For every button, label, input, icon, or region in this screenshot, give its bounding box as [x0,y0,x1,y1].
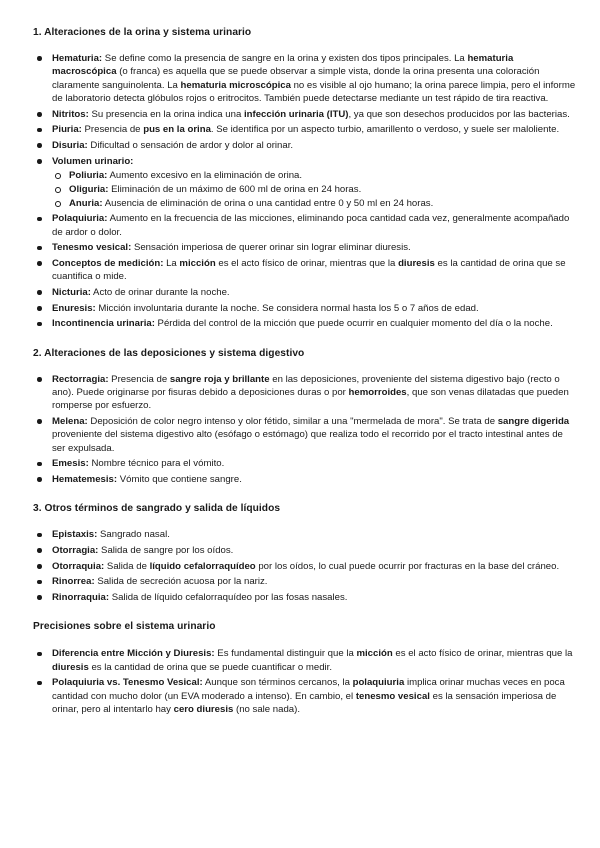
bold-term: Hematuria: [52,53,103,64]
list-item [33,473,576,486]
text-run: Presencia de [108,373,170,385]
text-run: Salida de líquido cefalorraquídeo por las fosas nasales. [109,592,348,604]
text-run: Eliminación de un máximo de 600 ml de orina en 24 horas. [108,183,362,195]
bold-term: Diferencia entre Micción y Diuresis: [52,648,215,660]
text-run: implica orinar muchas veces en poca cantidad con mucho dolor (un EVA moderado a intenso). En cambio, el [52,677,565,702]
list-item [33,560,576,573]
list-item [33,123,576,136]
bold-term: Conceptos de medición: [52,258,164,270]
bold-term: Enuresis: [52,302,96,314]
bold-term: cero diuresis [173,703,234,715]
section-title: Precisiones sobre el sistema urinario [33,621,216,633]
text-run: Aumento en la frecuencia de las micciones, eliminando poca cantidad cada vez, generalmente acompañado de ardor o dolor. [52,213,570,238]
text-run: Salida de sangre por los oídos. [98,544,234,556]
list-item [33,155,576,210]
list-item-text [52,156,133,167]
text-run: La [163,258,180,270]
sub-list-item [52,197,576,210]
list-item [33,591,576,604]
text-run: Aumento excesivo en la eliminación de orina. [107,169,303,181]
bold-term: Oliguria: [69,183,109,195]
text-run: no es visible al ojo humano; la orina parece limpia, pero el informe de laboratorio detecta glóbulos rojos o eritrocitos. También puede detectarse mediante un test rápido de tira reactiva. [52,79,576,104]
bold-term: sangre roja y brillante [169,373,270,385]
bold-term: micción [179,258,216,270]
bold-term: Incontinencia urinaria: [52,318,155,330]
list-item [33,212,576,239]
bold-term: hematuria macroscópica [52,53,514,78]
bold-term: diuresis [52,661,89,673]
list-item [33,647,576,674]
bold-term: Poliuria: [69,169,108,181]
text-run: Dificultad o sensación de ardor y dolor al orinar. [87,139,294,151]
sub-list-item [52,169,576,182]
bold-term: Nitritos: [52,108,89,120]
bold-term: Melena: [52,416,88,428]
text-run: proveniente del sistema digestivo alto (esófago o estómago) que realiza todo el recorrido por el tracto intestinal antes de ser expulsada. [52,429,563,454]
text-run: Pérdida del control de la micción que puede ocurrir en cualquier momento del día o la noche. [154,318,553,330]
text-run: es el acto físico de orinar, mientras que la [392,648,573,660]
section-bleeding-fluids [33,502,576,604]
text-run: en las deposiciones, proveniente del sistema digestivo bajo (recto o ano). Puede originarse por fisuras debido a deposiciones duras o por [52,373,560,399]
list-item [33,52,576,105]
text-run: Acto de orinar durante la noche. [90,287,230,299]
text-run: por los oídos, lo cual puede ocurrir por fracturas en la base del cráneo. [255,560,560,572]
bold-term: líquido cefalorraquídeo [149,560,256,572]
text-run: Deposición de color negro intenso y olor fétido, similar a una "mermelada de mora". Se trata de [87,416,498,428]
text-run: Es fundamental distinguir que la [214,648,357,660]
text-run: Vómito que contiene sangre. [117,473,242,485]
text-run: Salida de secreción acuosa por la nariz. [94,576,268,588]
text-run: , que son venas dilatadas que pueden romperse por esfuerzo. [52,387,569,412]
bold-term: diuresis [398,258,435,270]
bold-term: pus en la orina [143,124,211,136]
bold-term: Tenesmo vesical: [52,242,132,254]
bold-term: Hematemesis: [52,473,118,485]
list-item [33,257,576,284]
section-title: 1. Alteraciones de la orina y sistema urinario [33,27,252,38]
term-list [33,52,576,331]
text-run: Nombre técnico para el vómito. [88,458,225,470]
section-title: 3. Otros términos de sangrado y salida de líquidos [33,503,281,515]
bold-term: sangre digerida [497,416,570,428]
list-item [33,317,576,330]
list-item [33,108,576,121]
list-item [33,457,576,470]
bold-term: Otorraquia: [52,560,105,572]
text-run: Salida de [104,560,150,572]
section-title: 2. Alteraciones de las deposiciones y sistema digestivo [33,347,305,359]
text-run: es la cantidad de orina que se cuantifica o mide. [52,258,566,283]
list-item [33,575,576,588]
bold-term: Polaquiuria: [52,213,108,225]
bold-term: infección urinaria (ITU) [243,108,349,120]
bold-term: Polaquiuria vs. Tenesmo Vesical: [52,677,203,689]
term-list [33,528,576,604]
list-item [33,544,576,557]
text-run: es el acto físico de orinar, mientras que la [215,258,399,270]
sub-list-item [52,183,576,196]
list-item [33,415,576,455]
list-item [33,241,576,254]
bold-term: micción [356,648,393,660]
list-item [33,676,576,716]
bold-term: Disuria: [52,139,88,151]
section-digestive [33,347,576,487]
list-item [33,286,576,299]
text-run: Ausencia de eliminación de orina o una cantidad entre 0 y 50 ml en 24 horas. [102,197,434,209]
bold-term: Anuria: [69,197,103,209]
text-run: Sensación imperiosa de querer orinar sin lograr eliminar diuresis. [131,242,411,254]
text-run: es la cantidad de orina que se puede cuantificar o medir. [88,661,332,673]
bold-term: Rectorragia: [52,373,109,385]
text-run: Sangrado nasal. [97,529,170,541]
list-item [33,302,576,315]
text-run: (no sale nada). [233,703,301,715]
bold-term: Rinorraquia: [52,592,110,604]
bold-term: Epistaxis: [52,529,98,541]
sub-term-list [52,169,576,210]
list-item [33,528,576,541]
text-run: Su presencia en la orina indica una [88,108,244,120]
term-list [33,373,576,487]
bold-term: hemorroides [348,387,407,399]
text-run: Aunque son términos cercanos, la [202,677,353,689]
bold-term: Rinorrea: [52,576,95,588]
bold-term: tenesmo vesical [355,690,430,702]
text-run: es la sensación imperiosa de orinar, pero al intentarlo hay [52,690,557,715]
bold-term: Volumen urinario: [52,155,134,167]
bold-term: Otorragia: [52,544,99,556]
list-item [33,373,576,413]
bold-term: hematuria microscópica [180,79,291,91]
bold-term: Piuria: [52,124,82,136]
section-urinary [33,26,576,331]
text-run: (o franca) es aquella que se puede observar a simple vista, donde la orina presenta una coloración claramente sanguinolenta. La [52,66,540,91]
bold-term: Emesis: [52,458,89,470]
text-run: . Se identifica por un aspecto turbio, amarillento o verdoso, y suele ser maloliente. [210,124,560,136]
text-run: Presencia de [81,124,144,136]
text-run: Se define como la presencia de sangre en la orina y existen dos tipos principales. La [102,53,468,64]
section-precisions [33,620,576,716]
term-list [33,647,576,716]
list-item [33,139,576,152]
text-run: Micción involuntaria durante la noche. Se considera normal hasta los 5 o 7 años de edad. [95,302,479,314]
bold-term: polaquiuria [352,677,405,689]
bold-term: Nicturia: [52,287,91,299]
text-run: , ya que son desechos producidos por las bacterias. [348,108,570,120]
